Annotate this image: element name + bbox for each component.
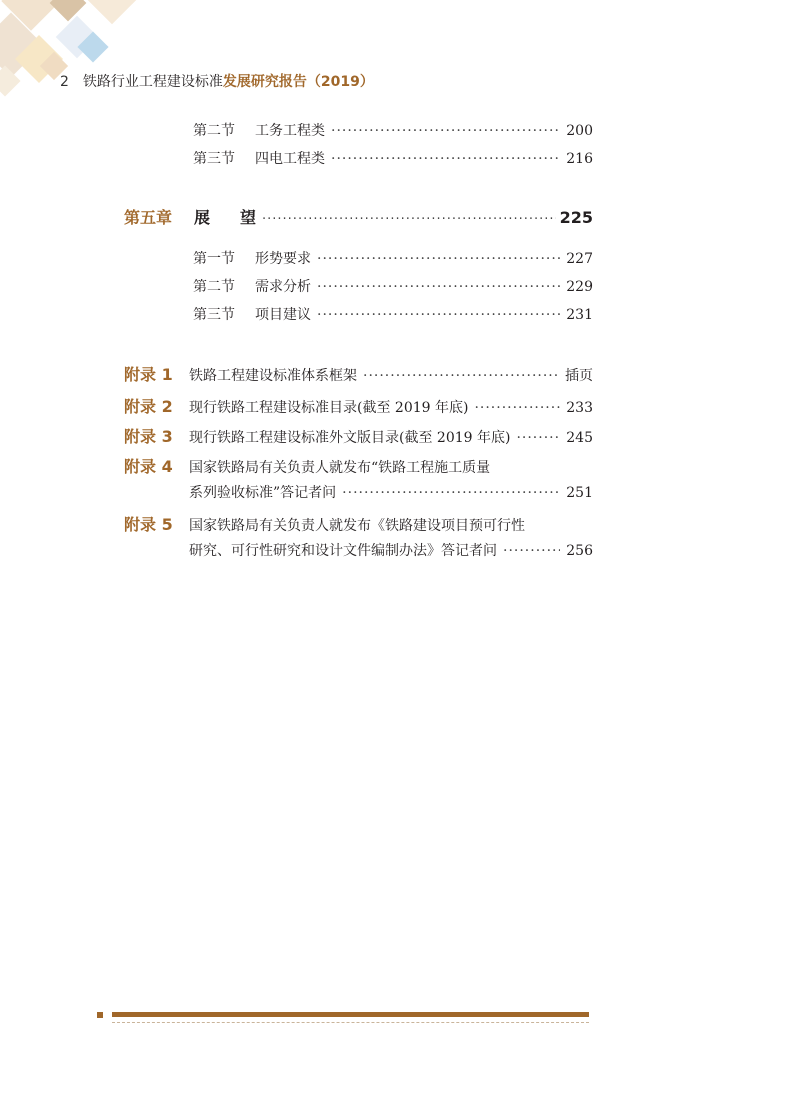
footer-bar [112,1012,589,1017]
appendix-title-cont: 系列验收标准”答记者问 [189,485,337,501]
header-title-highlight: 发展研究报告（2019） [222,74,374,90]
section-title: 四电工程类 [255,151,325,167]
appendix-title-cont: 研究、可行性研究和设计文件编制办法》答记者问 [189,543,497,559]
section-page: 229 [566,279,593,295]
appendix-page: 256 [566,543,593,559]
appendix-title: 现行铁路工程建设标准目录(截至 2019 年底) [189,400,469,416]
leader-dots [331,120,560,142]
section-page: 200 [566,123,593,139]
page-number: 2 [60,74,69,90]
toc-section-row[interactable] [193,304,593,326]
section-page: 227 [566,251,593,267]
section-title: 工务工程类 [255,123,325,139]
section-title: 项目建议 [255,307,311,323]
section-label: 第一节 [193,251,235,267]
toc-appendix-continuation[interactable] [189,540,593,560]
leader-dots [262,212,556,227]
leader-dots [317,304,560,326]
appendix-label: 附录 5 [124,515,173,534]
toc-appendix-continuation[interactable] [189,482,593,502]
section-title: 形势要求 [255,251,311,267]
toc-section-row[interactable] [193,276,593,298]
section-page: 231 [566,307,593,323]
section-label: 第二节 [193,279,235,295]
leader-dots [503,543,560,559]
toc-section-row[interactable] [193,148,593,170]
appendix-label: 附录 1 [124,365,173,384]
toc-section-row[interactable] [193,120,593,142]
section-title: 需求分析 [255,279,311,295]
appendix-label: 附录 3 [124,427,173,446]
running-header [60,72,374,92]
leader-dots [342,485,560,501]
toc-appendix-row[interactable] [124,454,593,477]
appendix-label: 附录 4 [124,457,173,476]
section-label: 第二节 [193,123,235,139]
appendix-page: 245 [566,430,593,446]
toc-appendix-row[interactable] [124,362,593,385]
toc-appendix-row[interactable] [124,512,593,535]
appendix-title: 铁路工程建设标准体系框架 [189,368,357,384]
leader-dots [474,400,560,416]
footer-dashed-line [112,1022,589,1023]
toc-appendix-row[interactable] [124,424,593,447]
leader-dots [363,368,559,384]
header-title: 铁路行业工程建设标准 [82,74,223,90]
leader-dots [317,276,560,298]
section-label: 第三节 [193,307,235,323]
appendix-title: 国家铁路局有关负责人就发布“铁路工程施工质量 [189,460,491,476]
leader-dots [317,248,560,270]
section-label: 第三节 [193,151,235,167]
appendix-label: 附录 2 [124,397,173,416]
toc-appendix-row[interactable] [124,394,593,417]
appendix-page: 233 [566,400,593,416]
section-page: 216 [566,151,593,167]
chapter-label: 第五章 [124,208,173,227]
appendix-title: 国家铁路局有关负责人就发布《铁路建设项目预可行性 [189,518,525,534]
appendix-title: 现行铁路工程建设标准外文版目录(截至 2019 年底) [189,430,511,446]
appendix-page: 插页 [565,368,593,384]
leader-dots [516,430,560,446]
footer-square [97,1012,103,1018]
leader-dots [331,148,560,170]
toc-section-row[interactable] [193,248,593,270]
toc-chapter-row[interactable] [124,205,593,228]
chapter-page: 225 [559,208,593,227]
chapter-title: 展望 [194,208,287,227]
appendix-page: 251 [566,485,593,501]
